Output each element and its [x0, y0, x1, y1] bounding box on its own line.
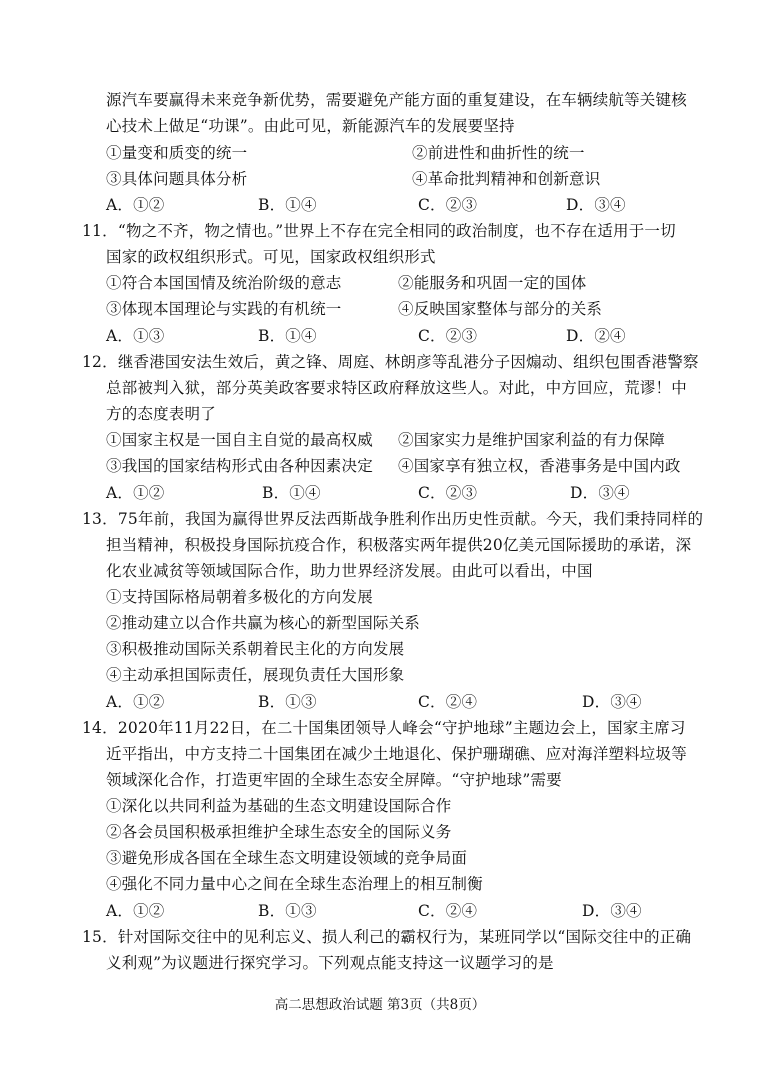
question-12-stem: 方的态度表明了	[106, 405, 216, 423]
question-15-stem: 15．针对国际交往中的见利忘义、损人利己的霸权行为，某班同学以“国际交往中的正确	[82, 928, 692, 946]
statement-1: ①国家主权是一国自主自觉的最高权威	[106, 431, 373, 449]
question-13-stem: 担当精神，积极投身国际抗疫合作，积极落实两年提供20亿美元国际援助的承诺，深	[106, 536, 692, 554]
statement-1: ①量变和质变的统一	[106, 144, 248, 162]
option-b: B．①④	[262, 484, 321, 502]
question-14-stem: 近平指出，中方支持二十国集团在减少土地退化、保护珊瑚礁、应对海洋塑料垃圾等	[106, 745, 687, 763]
question-11-stem: 11．“物之不齐，物之情也。”世界上不存在完全相同的政治制度，也不存在适用于一切	[82, 222, 676, 240]
statement-4: ④革命批判精神和创新意识	[412, 170, 601, 188]
statement-3: ③避免形成各国在全球生态文明建设领域的竞争局面	[106, 849, 468, 867]
option-c: C．②④	[418, 693, 478, 711]
option-a: A．①③	[106, 327, 165, 345]
statement-3: ③我国的国家结构形式由各种因素决定	[106, 457, 373, 475]
statement-2: ②能服务和巩固一定的国体	[398, 274, 587, 292]
option-b: B．①④	[258, 327, 317, 345]
option-a: A．①②	[106, 693, 165, 711]
question-10-text: 心技术上做足“功课”。由此可见，新能源汽车的发展要坚持	[106, 117, 515, 135]
option-d: D．③④	[570, 484, 630, 502]
question-12-stem: 总部被判入狱，部分英美政客要求特区政府释放这些人。对此，中方回应，荒谬！中	[106, 379, 687, 397]
option-d: D．③④	[582, 693, 642, 711]
statement-4: ④反映国家整体与部分的关系	[398, 300, 603, 318]
statement-3: ③体现本国理论与实践的有机统一	[106, 300, 342, 318]
option-b: B．①③	[258, 902, 317, 920]
statement-1: ①符合本国国情及统治阶级的意志	[106, 274, 342, 292]
question-13-stem: 13．75年前，我国为赢得世界反法西斯战争胜利作出历史性贡献。今天，我们秉持同样的	[82, 510, 704, 528]
option-a: A．①②	[106, 196, 165, 214]
page-footer: 高二思想政治试题 第3页（共8页）	[274, 997, 486, 1013]
question-11-stem: 国家的政权组织形式。可见，国家政权组织形式	[106, 248, 436, 266]
statement-4: ④强化不同力量中心之间在全球生态治理上的相互制衡	[106, 875, 483, 893]
question-14-stem: 领域深化合作，打造更牢固的全球生态安全屏障。“守护地球”需要	[106, 771, 562, 789]
statement-1: ①深化以共同利益为基础的生态文明建设国际合作	[106, 797, 452, 815]
statement-2: ②各会员国积极承担维护全球生态安全的国际义务	[106, 823, 452, 841]
question-10-text: 源汽车要赢得未来竞争新优势，需要避免产能方面的重复建设，在车辆续航等关键核	[106, 91, 687, 109]
statement-2: ②国家实力是维护国家利益的有力保障	[398, 431, 665, 449]
option-c: C．②③	[418, 484, 478, 502]
question-13-stem: 化农业减贫等领域国际合作，助力世界经济发展。由此可以看出，中国	[106, 562, 593, 580]
statement-2: ②推动建立以合作共赢为核心的新型国际关系	[106, 614, 421, 632]
statement-2: ②前进性和曲折性的统一	[412, 144, 585, 162]
option-c: C．②③	[418, 196, 478, 214]
statement-4: ④国家享有独立权，香港事务是中国内政	[398, 457, 681, 475]
option-c: C．②③	[418, 327, 478, 345]
question-15-stem: 义利观”为议题进行探究学习。下列观点能支持这一议题学习的是	[106, 954, 554, 972]
option-b: B．①③	[258, 693, 317, 711]
statement-4: ④主动承担国际责任，展现负责任大国形象	[106, 666, 405, 684]
option-a: A．①②	[106, 484, 165, 502]
statement-1: ①支持国际格局朝着多极化的方向发展	[106, 588, 373, 606]
option-d: D．②④	[566, 327, 626, 345]
question-12-stem: 12．继香港国安法生效后，黄之锋、周庭、林朗彦等乱港分子因煽动、组织包围香港警察	[82, 353, 699, 371]
question-14-stem: 14．2020年11月22日，在二十国集团领导人峰会“守护地球”主题边会上，国家主席习	[82, 719, 686, 737]
statement-3: ③具体问题具体分析	[106, 170, 248, 188]
option-d: D．③④	[566, 196, 626, 214]
option-a: A．①②	[106, 902, 165, 920]
option-b: B．①④	[258, 196, 317, 214]
option-c: C．②④	[418, 902, 478, 920]
option-d: D．③④	[582, 902, 642, 920]
statement-3: ③积极推动国际关系朝着民主化的方向发展	[106, 640, 405, 658]
